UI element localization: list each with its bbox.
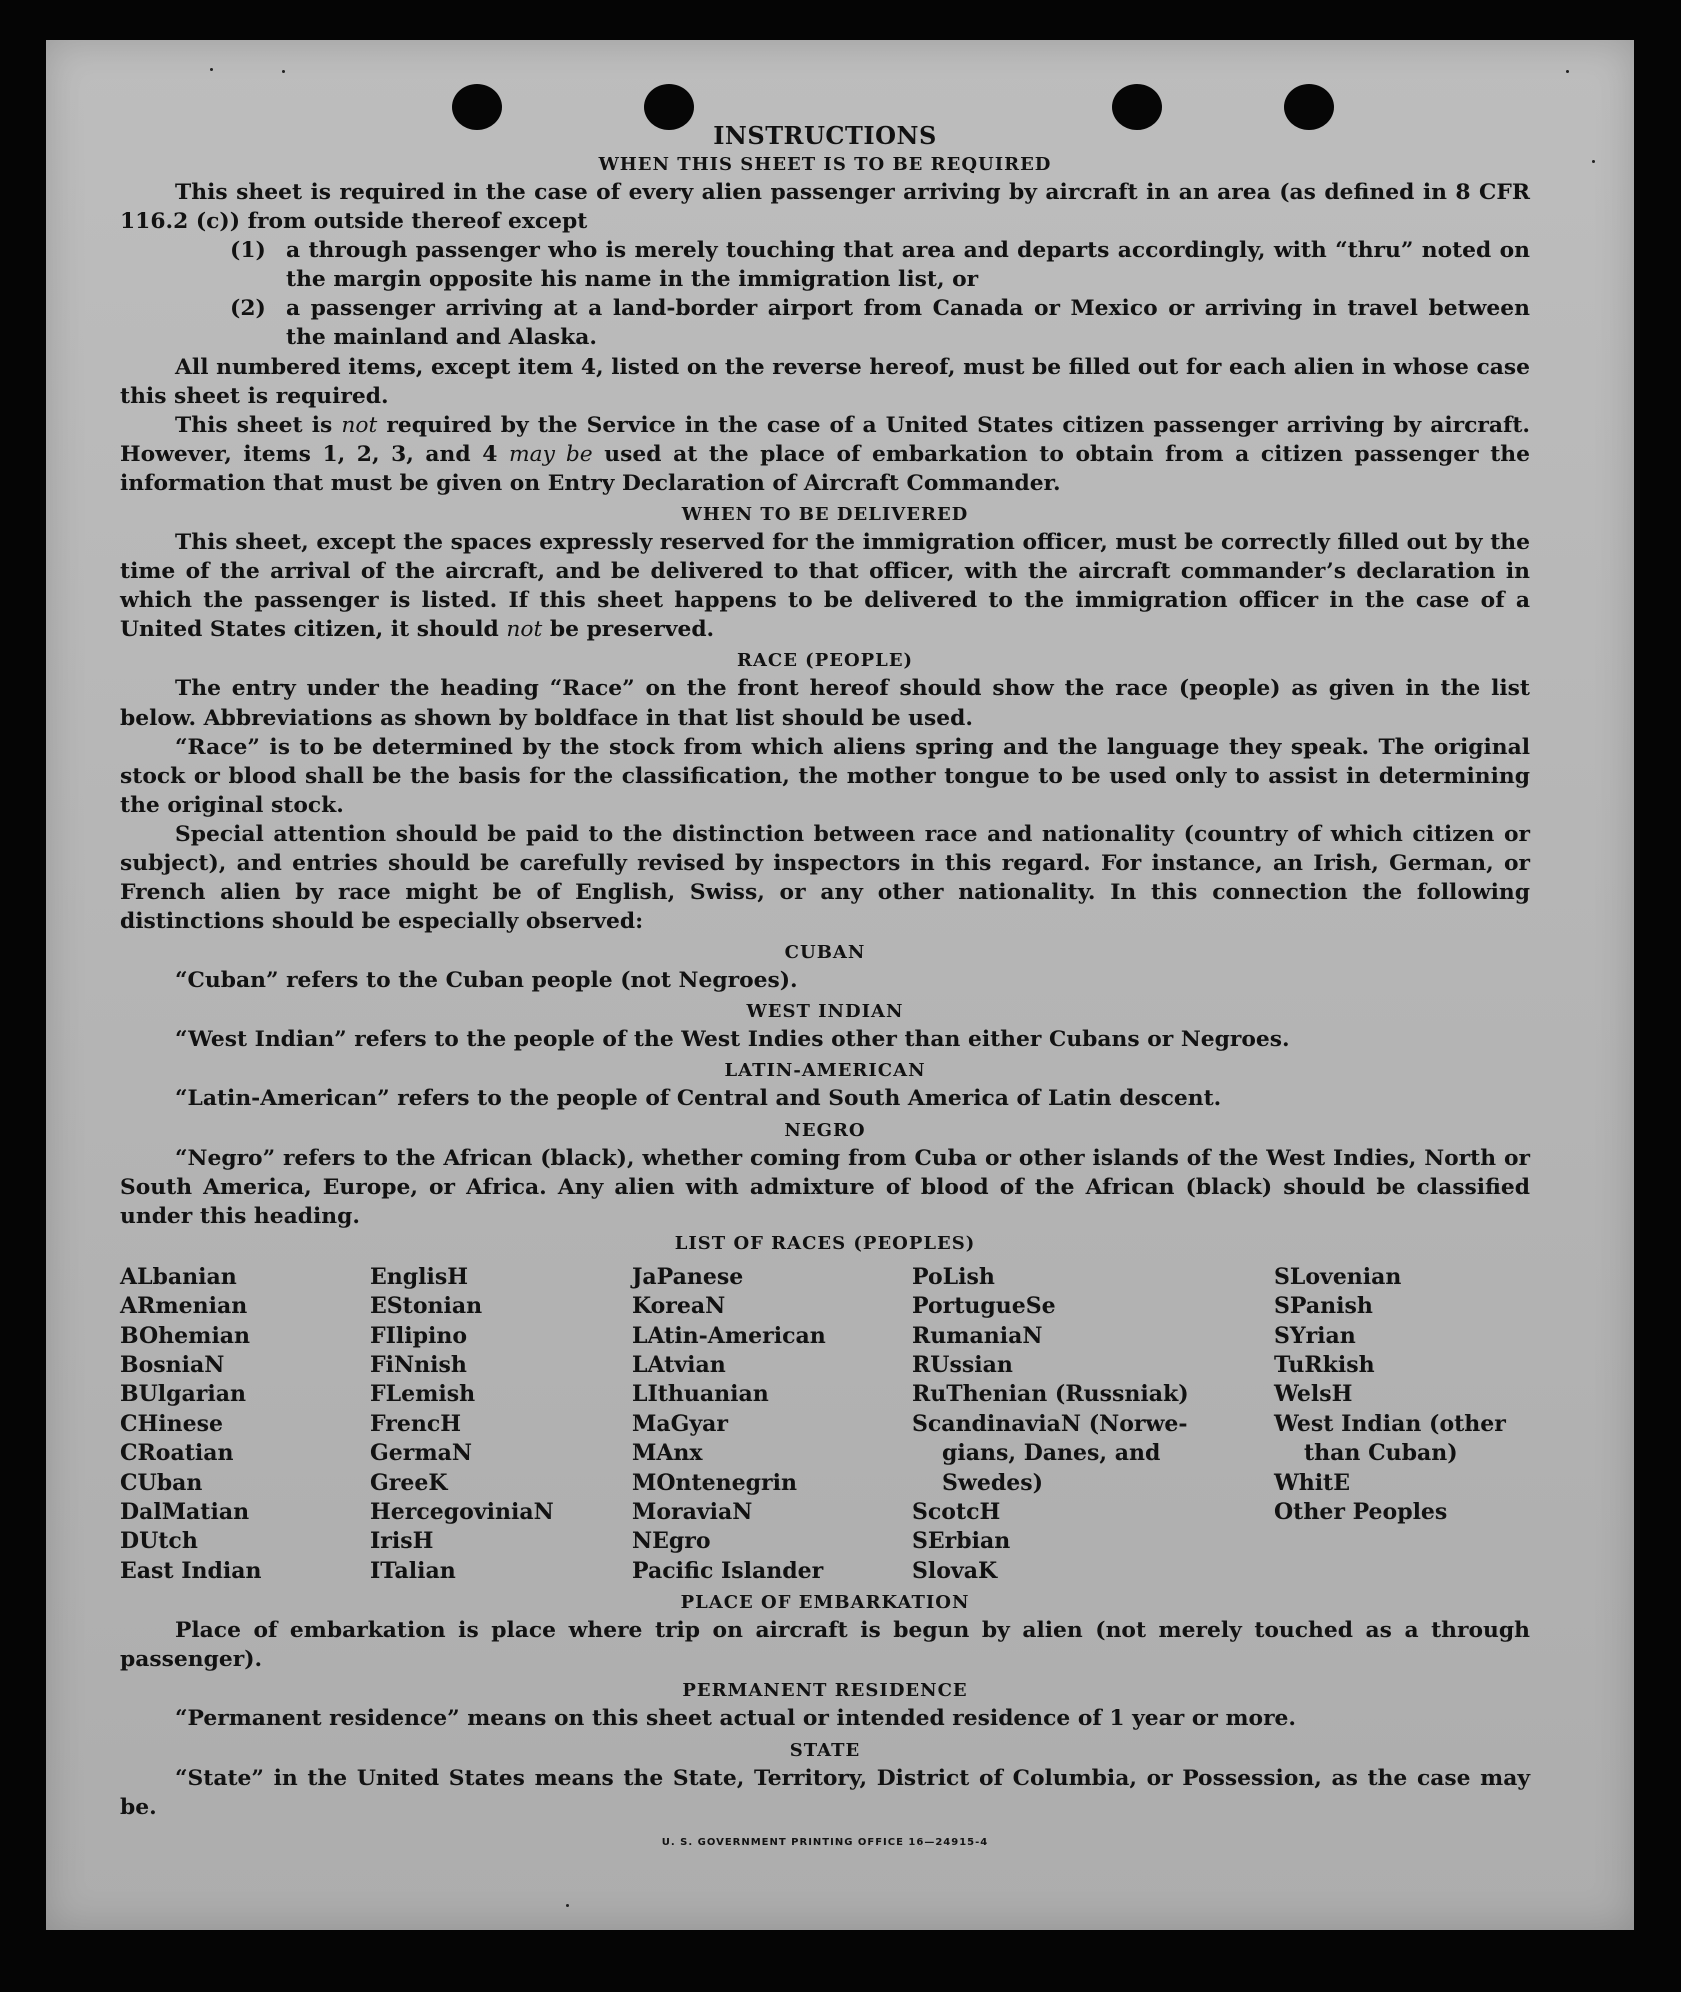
race-entry: TuRkish <box>1274 1352 1375 1379</box>
race-entry: MaGyar <box>632 1410 729 1437</box>
race-entry: IrisH <box>370 1528 434 1555</box>
paragraph: “West Indian” refers to the people of the West Indies other than either Cubans or Negroes. <box>175 1027 1290 1053</box>
heading-latin-american: LATIN-AMERICAN <box>724 1060 926 1082</box>
paragraph: “Cuban” refers to the Cuban people (not Negroes). <box>175 968 798 994</box>
race-entry: LIthuanian <box>632 1381 769 1408</box>
race-entry: ALbanian <box>120 1263 237 1290</box>
race-entry: East Indian <box>120 1557 262 1584</box>
paragraph: All numbered items, except item 4, listed on the reverse hereof, must be filled out for each alien in whose case this sheet is required. <box>120 354 1530 409</box>
paragraph: This sheet is required in the case of every alien passenger arriving by aircraft in an area (as defined in 8 CFR 116.2 (c)) from outside thereof except <box>120 180 1530 235</box>
race-entry: GreeK <box>370 1469 448 1496</box>
race-entry: BUlgarian <box>120 1381 246 1408</box>
race-entry <box>1274 1527 1530 1556</box>
race-entry: WhitE <box>1274 1469 1350 1496</box>
race-entry: SLovenian <box>1274 1263 1402 1290</box>
page-title: INSTRUCTIONS <box>713 121 937 150</box>
race-entry: EStonian <box>370 1293 483 1320</box>
race-entry: RuThenian (Russniak) <box>912 1381 1189 1408</box>
races-list <box>120 1263 1530 1586</box>
heading-race: RACE (PEOPLE) <box>736 650 914 672</box>
heading-required: WHEN THIS SHEET IS TO BE REQUIRED <box>598 154 1052 175</box>
list-item <box>230 236 1530 294</box>
race-entry: FIlipino <box>370 1322 468 1349</box>
paragraph: “State” in the United States means the State, Territory, District of Columbia, or Possession, as the case may be. <box>120 1765 1530 1820</box>
race-entry: BOhemian <box>120 1322 251 1349</box>
paragraph: “Latin-American” refers to the people of Central and South America of Latin descent. <box>175 1086 1222 1112</box>
race-entry: RUssian <box>912 1352 1013 1379</box>
race-entry: GermaN <box>370 1440 473 1467</box>
printing-office-footer: U. S. GOVERNMENT PRINTING OFFICE 16—24915-4 <box>661 1836 989 1848</box>
race-entry: RumaniaN <box>912 1322 1043 1349</box>
race-entry: PortugueSe <box>912 1293 1056 1320</box>
race-entry <box>1274 1557 1530 1586</box>
race-entry: CUban <box>120 1469 203 1496</box>
race-entry: HercegoviniaN <box>370 1499 554 1526</box>
race-entry: SYrian <box>1274 1322 1356 1349</box>
race-entry: FrencH <box>370 1410 461 1437</box>
race-entry: NEgro <box>632 1528 711 1555</box>
heading-west-indian: WEST INDIAN <box>746 1001 904 1023</box>
race-entry: SlovaK <box>912 1557 998 1584</box>
race-entry: ITalian <box>370 1557 456 1584</box>
list-item <box>230 294 1530 352</box>
race-entry: KoreaN <box>632 1293 726 1320</box>
paragraph: “Race” is to be determined by the stock from which aliens spring and the language they speak. The original stock or blood shall be the basis for the classification, the mother tongue to be used only to assist in determining the original stock. <box>120 734 1530 818</box>
item-number: (1) <box>230 238 266 264</box>
race-entry: DalMatian <box>120 1499 250 1526</box>
heading-list-of-races: LIST OF RACES (PEOPLES) <box>674 1232 976 1254</box>
race-entry: FiNnish <box>370 1352 467 1379</box>
race-entry: JaPanese <box>632 1263 744 1290</box>
race-entry: than Cuban) <box>1304 1440 1458 1467</box>
heading-residence: PERMANENT RESIDENCE <box>682 1680 968 1702</box>
paragraph: “Negro” refers to the African (black), whether coming from Cuba or other islands of the West Indies, North or South America, Europe, or Africa. Any alien with admixture of blood of the African (black) should be classified under this heading. <box>120 1145 1530 1229</box>
race-entry: CRoatian <box>120 1440 234 1467</box>
race-entry: EnglisH <box>370 1263 469 1290</box>
race-entry: Pacific Islander <box>632 1557 824 1584</box>
paragraph: This sheet is not required by the Service in the case of a United States citizen passenger arriving by aircraft. However, items 1, 2, 3, and 4 may be used at the place of embarkation to obtain from a citizen passenger the information that must be given on Entry Declaration of Aircraft Commander. <box>120 412 1530 496</box>
item-text: a passenger arriving at a land-border airport from Canada or Mexico or arriving in travel between the mainland and Alaska. <box>286 296 1530 351</box>
race-entry: MOntenegrin <box>632 1469 797 1496</box>
document-body <box>120 120 1530 1850</box>
heading-embarkation: PLACE OF EMBARKATION <box>680 1592 970 1614</box>
paragraph: This sheet, except the spaces expressly reserved for the immigration officer, must be correctly filled out by the time of the arrival of the aircraft, and be delivered to that officer, with the aircraft commander’s declaration in which the passenger is listed. If this sheet happens to be delivered to the immigration officer in the case of a United States citizen, it should not be preserved. <box>120 530 1530 643</box>
race-entry: ScandinaviaN (Norwe- <box>912 1410 1188 1437</box>
heading-cuban: CUBAN <box>784 942 866 964</box>
race-entry: WelsH <box>1274 1381 1353 1408</box>
heading-negro: NEGRO <box>784 1119 866 1141</box>
race-entry: BosniaN <box>120 1352 225 1379</box>
race-entry: MAnx <box>632 1440 703 1467</box>
paragraph: Place of embarkation is place where trip on aircraft is begun by alien (not merely touched as a through passenger). <box>120 1618 1530 1673</box>
race-entry: PoLish <box>912 1263 995 1290</box>
race-entry: SErbian <box>912 1528 1011 1555</box>
race-entry: Other Peoples <box>1274 1499 1448 1526</box>
race-entry: ARmenian <box>120 1293 248 1320</box>
race-entry: West Indian (other <box>1274 1410 1506 1437</box>
document-sheet <box>46 40 1634 1930</box>
race-entry: LAtin-American <box>632 1322 826 1349</box>
heading-delivered: WHEN TO BE DELIVERED <box>681 504 969 526</box>
item-text: a through passenger who is merely touching that area and departs accordingly, with “thru” noted on the margin opposite his name in the immigration list, or <box>286 238 1530 293</box>
paragraph: “Permanent residence” means on this sheet actual or intended residence of 1 year or more. <box>175 1706 1297 1732</box>
race-entry: SPanish <box>1274 1293 1373 1320</box>
race-entry: DUtch <box>120 1528 198 1555</box>
race-entry: LAtvian <box>632 1352 726 1379</box>
paragraph: The entry under the heading “Race” on the front hereof should show the race (people) as given in the list below. Abbreviations as shown by boldface in that list should be used. <box>120 676 1530 731</box>
race-entry: ScotcH <box>912 1499 1001 1526</box>
race-entry: Swedes) <box>942 1469 1043 1496</box>
item-number: (2) <box>230 296 266 322</box>
race-entry: gians, Danes, and <box>942 1440 1161 1467</box>
race-entry: CHinese <box>120 1410 224 1437</box>
race-entry: FLemish <box>370 1381 476 1408</box>
paragraph: Special attention should be paid to the distinction between race and nationality (country of which citizen or subject), and entries should be carefully revised by inspectors in this regard. For instance, an Irish, German, or French alien by race might be of English, Swiss, or any other nationality. In this connection the following distinctions should be especially observed: <box>120 821 1530 935</box>
heading-state: STATE <box>789 1739 861 1761</box>
race-entry: MoraviaN <box>632 1499 753 1526</box>
